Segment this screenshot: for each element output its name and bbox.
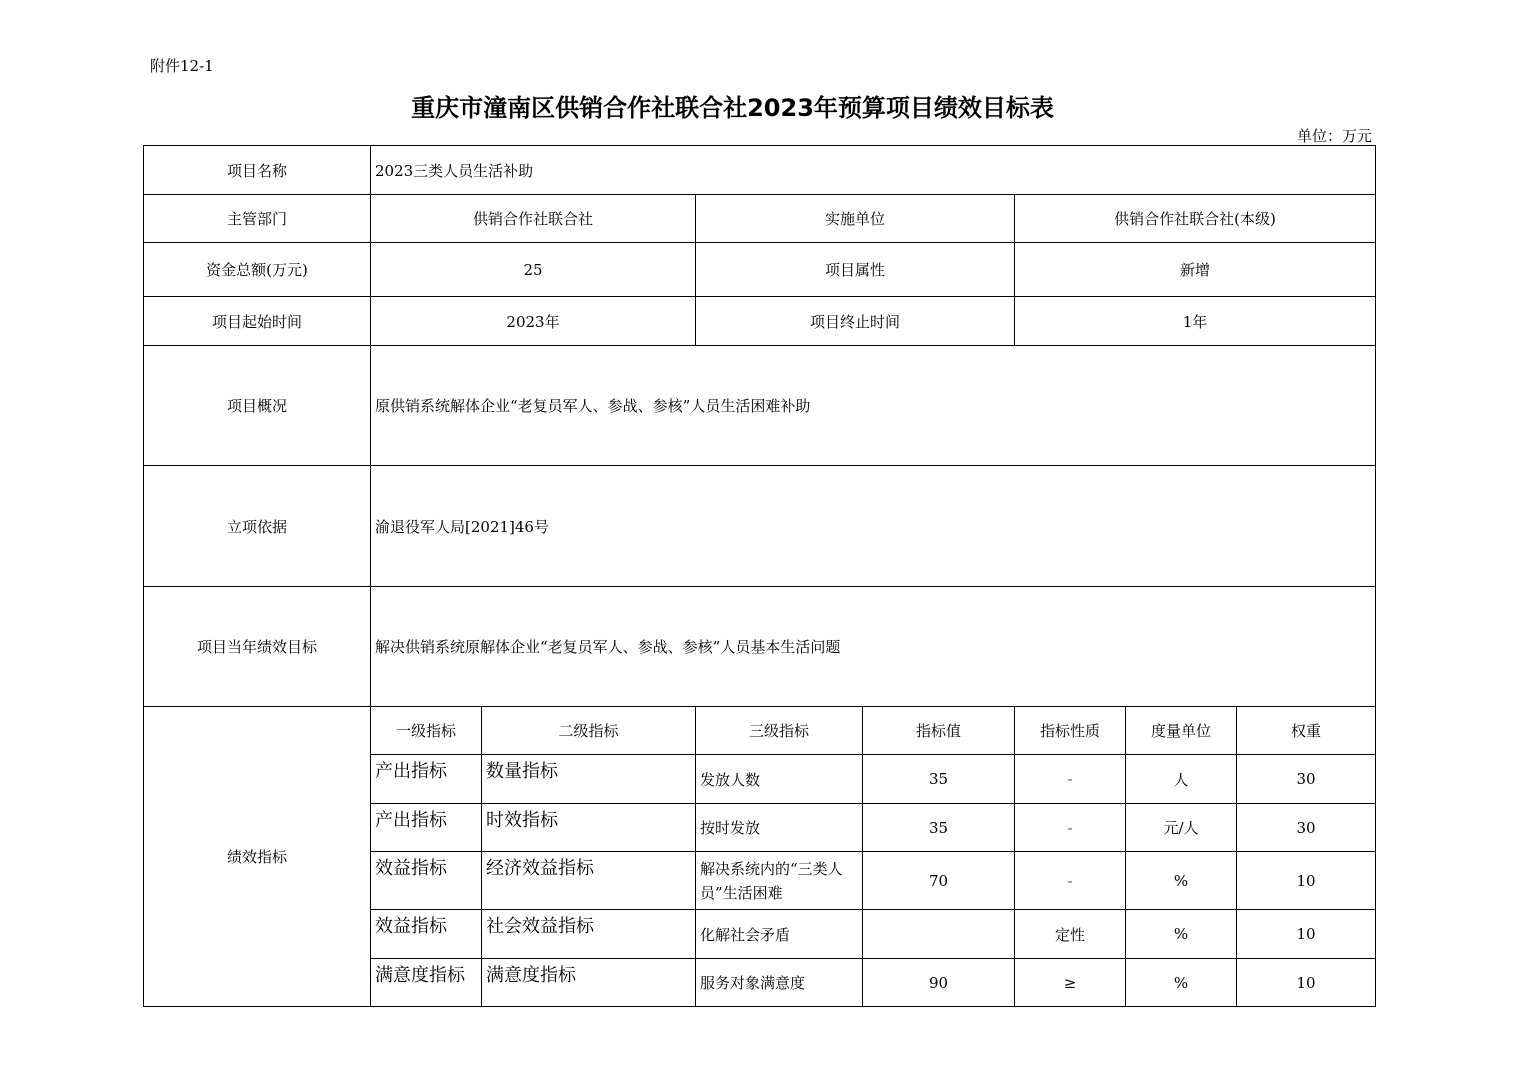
attr-label: 项目属性 bbox=[696, 243, 1015, 297]
row-l1: 效益指标 bbox=[371, 852, 482, 910]
row-weight: 10 bbox=[1237, 910, 1376, 959]
row-unit: 元/人 bbox=[1126, 804, 1237, 852]
goal-label: 项目当年绩效目标 bbox=[144, 587, 371, 707]
row-l1: 满意度指标 bbox=[371, 959, 482, 1007]
start-label: 项目起始时间 bbox=[144, 297, 371, 346]
row-unit: % bbox=[1126, 959, 1237, 1007]
row-l2: 经济效益指标 bbox=[482, 852, 696, 910]
row-l1: 产出指标 bbox=[371, 804, 482, 852]
row-unit: % bbox=[1126, 910, 1237, 959]
header-weight: 权重 bbox=[1237, 707, 1376, 755]
row-nature: - bbox=[1015, 804, 1126, 852]
indicators-label: 绩效指标 bbox=[144, 707, 371, 1007]
header-value: 指标值 bbox=[863, 707, 1015, 755]
impl-value: 供销合作社联合社(本级) bbox=[1015, 195, 1376, 243]
goal-value: 解决供销系统原解体企业“老复员军人、参战、参核”人员基本生活问题 bbox=[371, 587, 1376, 707]
row-l3: 解决系统内的“三类人员”生活困难 bbox=[696, 852, 863, 910]
row-weight: 10 bbox=[1237, 852, 1376, 910]
row-l3: 服务对象满意度 bbox=[696, 959, 863, 1007]
row-goal bbox=[144, 587, 1376, 707]
row-overview bbox=[144, 346, 1376, 466]
header-l2: 二级指标 bbox=[482, 707, 696, 755]
end-value: 1年 bbox=[1015, 297, 1376, 346]
overview-label: 项目概况 bbox=[144, 346, 371, 466]
row-l2: 满意度指标 bbox=[482, 959, 696, 1007]
row-nature: 定性 bbox=[1015, 910, 1126, 959]
row-nature: - bbox=[1015, 852, 1126, 910]
row-department bbox=[144, 195, 1376, 243]
row-l3: 发放人数 bbox=[696, 755, 863, 804]
row-value: 35 bbox=[863, 804, 1015, 852]
row-l2: 时效指标 bbox=[482, 804, 696, 852]
row-l2: 社会效益指标 bbox=[482, 910, 696, 959]
row-l3: 按时发放 bbox=[696, 804, 863, 852]
row-unit: 人 bbox=[1126, 755, 1237, 804]
header-l3: 三级指标 bbox=[696, 707, 863, 755]
attr-value: 新增 bbox=[1015, 243, 1376, 297]
row-nature: ≥ bbox=[1015, 959, 1126, 1007]
basis-value: 渝退役军人局[2021]46号 bbox=[371, 466, 1376, 587]
header-nature: 指标性质 bbox=[1015, 707, 1126, 755]
start-value: 2023年 bbox=[371, 297, 696, 346]
row-l1: 效益指标 bbox=[371, 910, 482, 959]
project-name-label: 项目名称 bbox=[144, 146, 371, 195]
project-name-value: 2023三类人员生活补助 bbox=[371, 146, 1376, 195]
row-value: 90 bbox=[863, 959, 1015, 1007]
row-value: 35 bbox=[863, 755, 1015, 804]
row-value: 70 bbox=[863, 852, 1015, 910]
overview-value: 原供销系统解体企业“老复员军人、参战、参核”人员生活困难补助 bbox=[371, 346, 1376, 466]
row-time bbox=[144, 297, 1376, 346]
row-l3: 化解社会矛盾 bbox=[696, 910, 863, 959]
end-label: 项目终止时间 bbox=[696, 297, 1015, 346]
row-fund bbox=[144, 243, 1376, 297]
fund-value: 25 bbox=[371, 243, 696, 297]
basis-label: 立项依据 bbox=[144, 466, 371, 587]
row-unit: % bbox=[1126, 852, 1237, 910]
performance-table bbox=[143, 145, 1376, 1007]
row-weight: 30 bbox=[1237, 755, 1376, 804]
header-l1: 一级指标 bbox=[371, 707, 482, 755]
indicator-header-row bbox=[144, 707, 1376, 755]
attachment-label: 附件12-1 bbox=[150, 57, 214, 75]
fund-label: 资金总额(万元) bbox=[144, 243, 371, 297]
row-l1: 产出指标 bbox=[371, 755, 482, 804]
unit-label: 单位：万元 bbox=[1296, 127, 1372, 145]
row-value bbox=[863, 910, 1015, 959]
header-unit: 度量单位 bbox=[1126, 707, 1237, 755]
row-basis bbox=[144, 466, 1376, 587]
row-project-name bbox=[144, 146, 1376, 195]
row-weight: 10 bbox=[1237, 959, 1376, 1007]
impl-label: 实施单位 bbox=[696, 195, 1015, 243]
page-title: 重庆市潼南区供销合作社联合社2023年预算项目绩效目标表 bbox=[411, 94, 1054, 122]
dept-label: 主管部门 bbox=[144, 195, 371, 243]
row-weight: 30 bbox=[1237, 804, 1376, 852]
dept-value: 供销合作社联合社 bbox=[371, 195, 696, 243]
row-l2: 数量指标 bbox=[482, 755, 696, 804]
row-nature: - bbox=[1015, 755, 1126, 804]
